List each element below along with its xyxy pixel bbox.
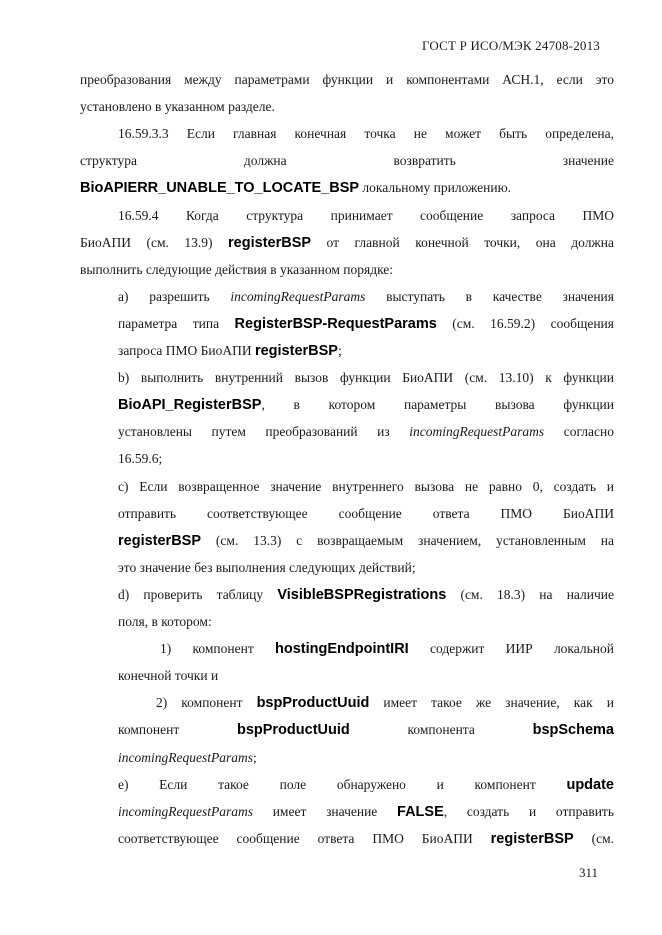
text-run: содержит ИИР локальной xyxy=(408,641,614,657)
text-run: это значение без выполнения следующих действий; xyxy=(118,559,416,575)
code-term: BioAPIERR_UNABLE_TO_LOCATE_BSP xyxy=(80,180,360,197)
text-run: конечной точки и xyxy=(118,668,219,684)
text-run: 16.59.6; xyxy=(118,451,163,467)
text-run: отправить соответствующее сообщение ответа ПМО БиоАПИ xyxy=(118,505,614,521)
text-run: соответствующее сообщение ответа ПМО БиоАПИ xyxy=(118,830,491,846)
code-term: hostingEndpointIRI xyxy=(275,641,409,658)
code-term: bspProductUuid xyxy=(256,695,370,712)
text-run: а) разрешить xyxy=(118,288,231,304)
code-term: BioAPI_RegisterBSP xyxy=(118,397,262,414)
text-line xyxy=(80,478,614,496)
code-term: bspSchema xyxy=(532,722,614,739)
text-line xyxy=(80,369,614,387)
text-line xyxy=(80,288,614,306)
text-line xyxy=(80,559,614,577)
text-run: установлено в указанном разделе. xyxy=(80,99,275,115)
text-line xyxy=(80,749,614,767)
text-run: ; xyxy=(337,343,342,358)
text-run: 16.59.4 Когда структура принимает сообщение запроса ПМО xyxy=(118,207,614,223)
text-line xyxy=(80,234,614,252)
text-run: выступать в качестве значения xyxy=(365,288,614,304)
text-line xyxy=(80,342,614,360)
text-run: 1) компонент xyxy=(160,641,276,657)
text-line xyxy=(80,613,614,631)
code-term: FALSE xyxy=(397,803,444,820)
italic-term: incomingRequestParams xyxy=(118,749,253,765)
code-term: registerBSP xyxy=(118,532,202,549)
text-run: (см. 13.3) с возвращаемым значением, установленным на xyxy=(201,532,614,548)
text-run: БиоАПИ (см. 13.9) xyxy=(80,234,229,250)
text-run: запроса ПМО БиоАПИ xyxy=(118,343,255,358)
text-run: (см. xyxy=(573,830,614,846)
text-line xyxy=(80,98,614,116)
text-run: (см. 18.3) на наличие xyxy=(446,586,614,602)
text-line xyxy=(80,694,614,712)
text-run: имеет значение xyxy=(252,803,398,819)
page-number: 311 xyxy=(578,865,598,880)
text-run: 2) компонент xyxy=(156,695,257,711)
text-run: структура должна возвратить значение xyxy=(80,153,614,169)
code-term: update xyxy=(566,776,614,793)
text-run: согласно xyxy=(544,424,614,440)
italic-term: incomingRequestParams xyxy=(409,424,545,440)
text-line xyxy=(80,396,614,414)
text-line xyxy=(80,803,614,821)
code-term: registerBSP xyxy=(490,830,574,847)
text-run: от главной конечной точки, она должна xyxy=(311,234,614,250)
text-line xyxy=(80,207,614,225)
code-term: VisibleBSPRegistrations xyxy=(277,586,447,603)
text-run: ; xyxy=(252,749,257,765)
text-run: e) Если такое поле обнаружено и компонент xyxy=(118,776,567,792)
text-line xyxy=(80,152,614,170)
text-line xyxy=(80,830,614,848)
text-line xyxy=(80,261,614,279)
text-line xyxy=(80,532,614,550)
text-line xyxy=(80,423,614,441)
text-run: (см. 16.59.2) сообщения xyxy=(436,315,614,331)
text-run: c) Если возвращенное значение внутреннего вызова не равно 0, создать и xyxy=(118,478,614,494)
text-line xyxy=(80,315,614,333)
text-run: b) выполнить внутренний вызов функции БиоАПИ (см. 13.10) к функции xyxy=(118,370,614,386)
text-run: компонент xyxy=(118,722,237,738)
text-line xyxy=(80,179,614,197)
text-line xyxy=(80,125,614,143)
code-term: bspProductUuid xyxy=(236,722,350,739)
text-line xyxy=(80,71,614,89)
text-run: локальному приложению. xyxy=(359,180,512,196)
text-run: установлены путем преобразований из xyxy=(118,424,410,440)
text-line xyxy=(80,586,614,604)
text-run: выполнить следующие действия в указанном порядке: xyxy=(80,261,394,277)
text-run: параметра типа xyxy=(118,315,235,331)
text-line xyxy=(80,667,614,685)
italic-term: incomingRequestParams xyxy=(230,288,366,304)
text-line xyxy=(80,776,614,794)
text-line xyxy=(80,721,614,739)
page-header: ГОСТ Р ИСО/МЭК 24708-2013 xyxy=(421,38,600,53)
text-run: , в котором параметры вызова функции xyxy=(261,397,614,413)
code-term: RegisterBSP-RequestParams xyxy=(234,315,437,332)
text-run: , создать и отправить xyxy=(443,803,614,819)
code-term: registerBSP xyxy=(228,234,312,251)
text-run: имеет такое же значение, как и xyxy=(369,695,614,711)
text-run: 16.59.3.3 Если главная конечная точка не может быть определена, xyxy=(118,126,614,142)
text-line xyxy=(80,505,614,523)
code-term: registerBSP xyxy=(254,343,338,359)
text-run: поля, в котором: xyxy=(118,614,212,629)
text-line xyxy=(80,640,614,658)
text-run: преобразования между параметрами функции и компонентами АСН.1, если это xyxy=(80,72,614,87)
text-run: d) проверить таблицу xyxy=(118,586,278,602)
text-run: компонента xyxy=(349,722,533,738)
text-line xyxy=(80,450,614,468)
italic-term: incomingRequestParams xyxy=(118,803,253,819)
